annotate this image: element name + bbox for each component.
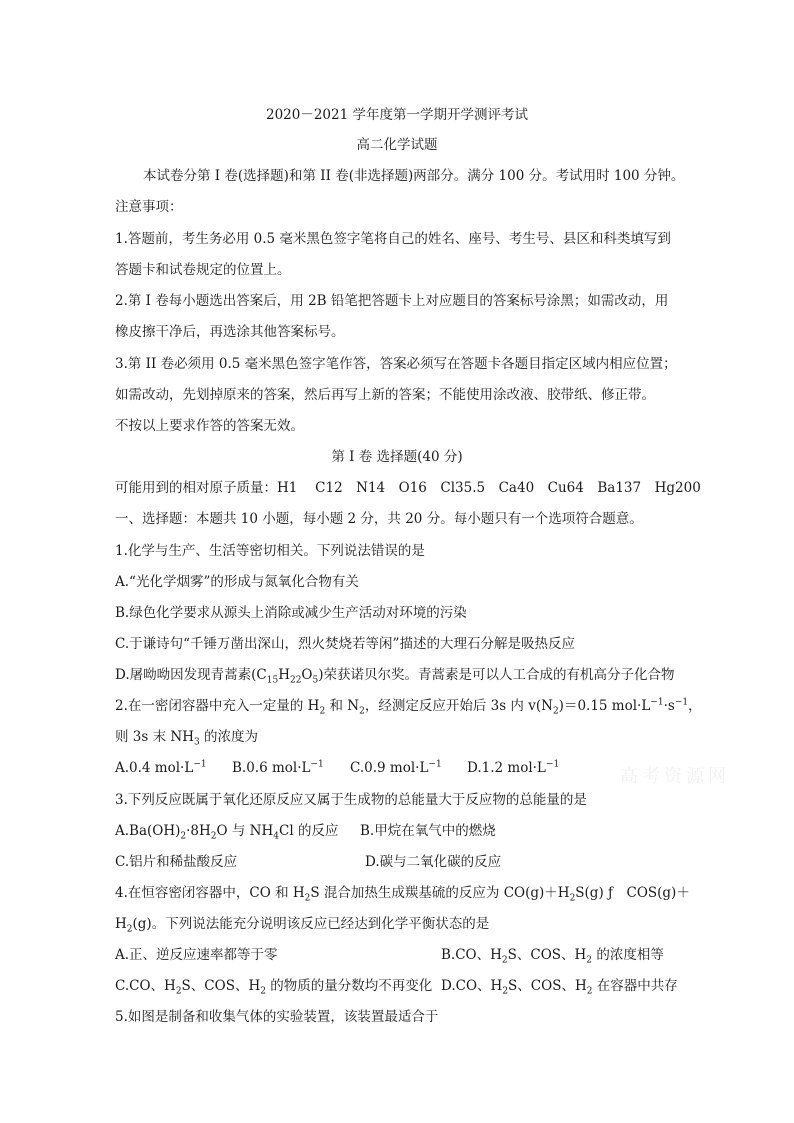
q4-option-c: C.CO、$H_2S$、COS、$H_2$ 的物质的量分数均不再变化: [115, 978, 433, 997]
q4-stem: 4.在恒容密闭容器中，CO 和 $H_2S$ 混合加热生成羰基硫的反应为 $CO(g)+H_2S(g)$ ƒ COS(g)＋: [115, 885, 690, 904]
q2-option-a: A.0.4 $mol\cdot L^{-1}$: [115, 759, 207, 776]
q5-stem: 5.如图是制备和收集气体的实验装置，该装置最适合于: [115, 1009, 439, 1025]
intro-line: 本试卷分第 I 卷(选择题)和第 II 卷(非选择题)两部分。满分 100 分。考试用时 100 分钟。: [143, 168, 685, 184]
notice-2b: 橡皮擦干净后，再选涂其他答案标号。: [115, 324, 345, 340]
watermark-logo: 高考资源网: [620, 766, 730, 787]
q2-option-b: B.0.6 $mol\cdot L^{-1}$: [232, 759, 324, 776]
notice-3c: 不按以上要求作答的答案无效。: [115, 418, 304, 434]
exam-title: 2020－2021 学年度第一学期开学测评考试: [265, 107, 528, 123]
q1-stem: 1.化学与生产、生活等密切相关。下列说法错误的是: [115, 543, 425, 559]
section-title: 第 I 卷 选择题(40 分): [331, 449, 463, 465]
q4-stem-line2: $H_2(g)$。下列说法能充分说明该反应已经达到化学平衡状态的是: [115, 916, 490, 935]
q3-option-b: B.甲烷在氧气中的燃烧: [360, 823, 496, 839]
q1-option-b: B.绿色化学要求从源头上消除或减少生产活动对环境的污染: [115, 605, 467, 621]
q3-option-d: D.碳与二氧化碳的反应: [365, 854, 502, 870]
q1-option-a: A.“光化学烟雾”的形成与氮氧化合物有关: [115, 574, 359, 590]
q2-option-d: D.1.2 $mol\cdot L^{-1}$: [467, 759, 560, 776]
notice-2a: 2.第 I 卷每小题选出答案后，用 2B 铅笔把答题卡上对应题目的答案标号涂黑；如需改动，用: [115, 293, 669, 309]
q2-stem: 2.在一密闭容器中充入一定量的 $H_2$ 和 $N_2$，经测定反应开始后 3s 内 $v(N_2)=0.15$ $mol\cdot L^{-1}\cdot s^{-1}$，: [115, 697, 702, 717]
part1-instructions: 一、选择题：本题共 10 小题，每小题 2 分，共 20 分。每小题只有一个选项符合题意。: [115, 511, 643, 527]
notice-1a: 1.答题前，考生务必用 0.5 毫米黑色签字笔将自己的姓名、座号、考生号、县区和科类填写到: [115, 231, 671, 247]
q3-stem: 3.下列反应既属于氧化还原反应又属于生成物的总能量大于反应物的总能量的是: [115, 792, 587, 808]
exam-subtitle: 高二化学试题: [356, 137, 438, 153]
atomic-mass-line: 可能用到的相对原子质量：H1 C12 N14 O16 Cl35.5 Ca40 Cu64 Ba137 Hg200: [115, 480, 701, 496]
notice-1b: 答题卡和试卷规定的位置上。: [115, 262, 291, 278]
q2-option-c: C.0.9 $mol\cdot L^{-1}$: [350, 759, 442, 776]
q3-option-a: $A.Ba(OH)_2\cdot 8H_2O$ 与 $NH_4Cl$ 的反应: [115, 823, 339, 842]
notice-3a: 3.第 II 卷必须用 0.5 毫米黑色签字笔作答，答案必须写在答题卡各题目指定区域内相应位置；: [115, 356, 677, 372]
q4-option-d: D.CO、$H_2S$、COS、$H_2$ 在容器中共存: [441, 978, 678, 997]
q4-option-a: A.正、逆反应速率都等于零: [115, 947, 278, 963]
q1-option-c: C.于谦诗句“千锤万凿出深山，烈火焚烧若等闲”描述的大理石分解是吸热反应: [115, 636, 575, 652]
notice-3b: 如需改动，先划掉原来的答案，然后再写上新的答案；不能使用涂改液、胶带纸、修正带。: [115, 387, 655, 403]
q4-option-b: B.CO、$H_2S$、COS、$H_2$ 的浓度相等: [441, 947, 664, 966]
q1-option-d: D.屠呦呦因发现青蒿素$(C_{15}H_{22}O_5)$荣获诺贝尔奖。青蒿素是可以人工合成的有机高分子化合物: [115, 667, 675, 686]
q2-stem-line2: 则 3s 末 $NH_3$ 的浓度为: [115, 729, 259, 748]
q3-option-c: C.铝片和稀盐酸反应: [115, 854, 238, 870]
notice-title: 注意事项：: [115, 199, 183, 215]
